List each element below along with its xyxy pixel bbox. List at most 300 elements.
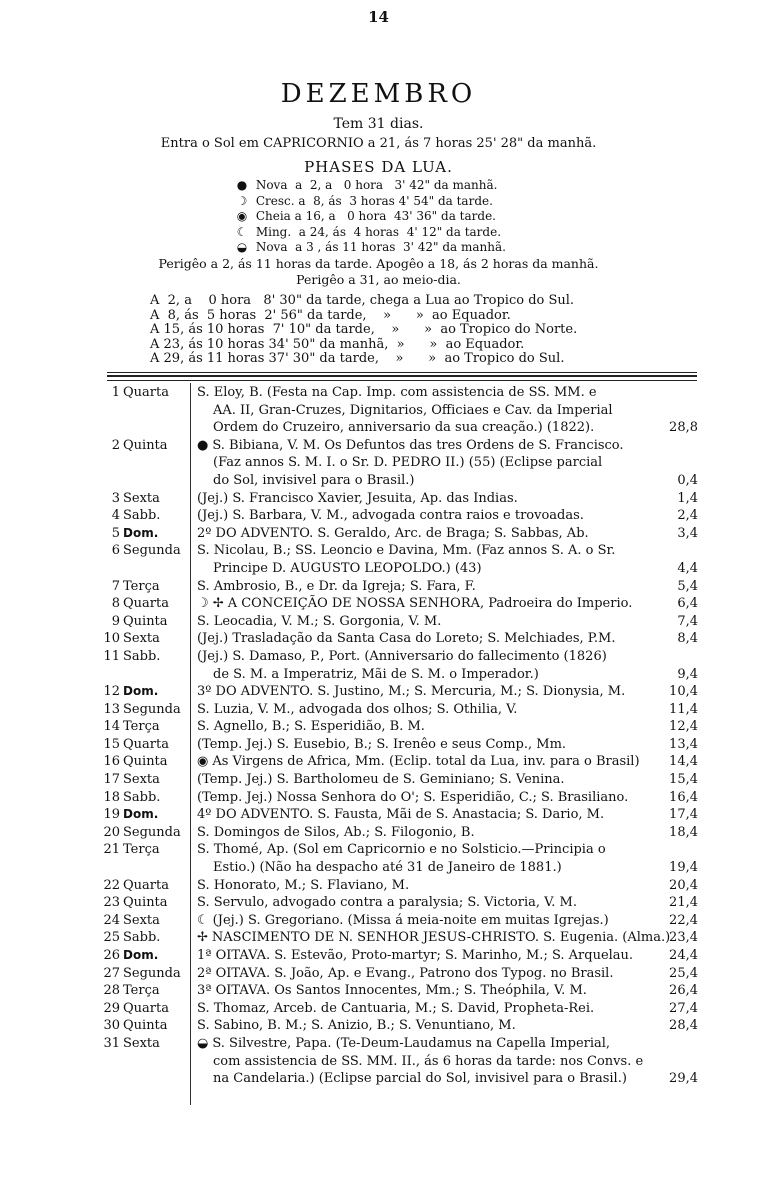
entry-line	[100, 1053, 698, 1071]
entry-text	[197, 824, 677, 842]
calendar-entry	[100, 578, 698, 596]
new-moon-icon: ●	[236, 178, 248, 192]
entry-line-text: com assistencia de SS. MM. II., ás 6 horas da tarde: nos Convs. e	[213, 1053, 644, 1069]
calendar-entry	[100, 595, 698, 613]
entry-line-text: S. Leocadia, V. M.; S. Gorgonia, V. M.	[197, 613, 442, 629]
entry-text	[213, 859, 693, 877]
entry-text	[197, 595, 677, 613]
calendar-entry	[100, 525, 698, 543]
entry-line	[100, 736, 698, 754]
phases-title: PHASES DA LUA.	[304, 158, 453, 176]
perigee-line: Perigêo a 2, ás 11 horas da tarde. Apogêo a 18, ás 2 horas da manhã.	[158, 256, 599, 271]
weekday: Terça	[123, 578, 160, 594]
phase-row	[232, 209, 506, 225]
entry-line	[100, 965, 698, 983]
weekday: Quarta	[123, 1000, 169, 1016]
moon-age-value: 21,4	[669, 895, 698, 911]
day-label	[100, 437, 185, 455]
weekday: Dom.	[123, 807, 159, 822]
entry-text	[197, 806, 677, 824]
weekday: Quinta	[123, 754, 168, 770]
moon-age-value: 13,4	[669, 736, 698, 752]
moon-age-value: 4,4	[677, 560, 698, 576]
entry-line	[100, 560, 698, 578]
entry-line	[100, 666, 698, 684]
entry-line	[100, 419, 698, 437]
entry-line	[100, 824, 698, 842]
divider	[107, 380, 697, 381]
entry-line-text: S. Domingos de Silos, Ab.; S. Filogonio, B.	[197, 824, 475, 840]
day-number: 20	[103, 824, 120, 840]
entry-line	[100, 384, 698, 402]
entry-line-text: (Jej.) S. Barbara, V. M., advogada contra raios e trovoadas.	[197, 508, 584, 524]
day-label	[100, 718, 185, 736]
calendar-entry	[100, 542, 698, 577]
calendar-entry	[100, 877, 698, 895]
day-number: 6	[111, 543, 120, 559]
day-number: 29	[103, 1000, 120, 1016]
entry-text	[197, 683, 677, 701]
entry-line	[100, 1000, 698, 1018]
entry-line-text: 2º DO ADVENTO. S. Geraldo, Arc. de Braga; S. Sabbas, Ab.	[197, 525, 589, 541]
entry-line	[100, 613, 698, 631]
entry-line-text: (Jej.) Trasladação da Santa Casa do Loreto; S. Melchiades, P.M.	[197, 631, 616, 647]
moon-age-value: 1,4	[677, 490, 698, 506]
sun-entry: Entra o Sol em CAPRICORNIO a 21, ás 7 horas 25' 28" da manhã.	[160, 136, 597, 151]
day-number: 18	[103, 789, 120, 805]
entry-text	[197, 578, 677, 596]
entry-text	[197, 1000, 677, 1018]
phase-row	[232, 178, 506, 194]
moon-age-value: 14,4	[669, 754, 698, 770]
weekday: Sexta	[123, 772, 160, 788]
weekday: Segunda	[123, 965, 181, 981]
entry-text	[197, 894, 677, 912]
entry-text	[213, 666, 693, 684]
entry-line	[100, 789, 698, 807]
weekday: Quarta	[123, 877, 169, 893]
phase-text: Cheia a 16, a 0 hora 43' 36" da tarde.	[255, 209, 496, 223]
entry-line	[100, 437, 698, 455]
day-label	[100, 824, 185, 842]
entry-line-text: AA. II, Gran-Cruzes, Dignitarios, Officiaes e Cav. da Imperial	[213, 402, 613, 418]
moon-age-value: 27,4	[669, 1000, 698, 1016]
entry-line	[100, 454, 698, 472]
moon-age-value: 2,4	[677, 508, 698, 524]
month-title: DEZEMBRO	[280, 79, 477, 109]
day-number: 19	[103, 807, 120, 823]
divider	[107, 372, 697, 373]
entry-text	[197, 753, 677, 771]
calendar-entry	[100, 753, 698, 771]
entry-line	[100, 595, 698, 613]
tropic-row: A 15, ás 10 horas 7' 10" da tarde, » » ao Tropico do Norte.	[150, 322, 578, 338]
calendar-entry	[100, 437, 698, 490]
entry-text	[197, 1017, 677, 1035]
calendar-entry	[100, 736, 698, 754]
day-label	[100, 595, 185, 613]
entry-line	[100, 718, 698, 736]
entry-text	[213, 1070, 693, 1088]
calendar-entry	[100, 490, 698, 508]
entry-line	[100, 1035, 698, 1053]
entry-line	[100, 402, 698, 420]
moon-age-value: 5,4	[677, 578, 698, 594]
calendar-entry	[100, 701, 698, 719]
phase-text: Ming. a 24, ás 4 horas 4' 12" da tarde.	[255, 224, 502, 239]
entry-line-text: (Jej.) S. Damaso, P., Port. (Anniversario do fallecimento (1826)	[197, 648, 607, 664]
weekday: Quarta	[123, 736, 169, 752]
day-label	[100, 1017, 185, 1035]
day-label	[100, 912, 185, 930]
entry-line	[100, 771, 698, 789]
entry-line	[100, 507, 698, 525]
tropic-row: A 8, ás 5 horas 2' 56" da tarde, » » ao Equador.	[150, 307, 511, 323]
day-label	[100, 1035, 185, 1053]
entry-line-text: 4º DO ADVENTO. S. Fausta, Mãi de S. Anastacia; S. Dario, M.	[197, 807, 605, 823]
weekday: Terça	[123, 719, 160, 735]
day-number: 3	[111, 490, 120, 506]
calendar-entry	[100, 771, 698, 789]
day-label	[100, 630, 185, 648]
moon-age-value: 10,4	[669, 684, 698, 700]
day-label	[100, 701, 185, 719]
phase-text: Cresc. a 8, ás 3 horas 4' 54" da tarde.	[255, 193, 493, 208]
day-label	[100, 789, 185, 807]
moon-age-value: 28,8	[669, 420, 698, 436]
weekday: Segunda	[123, 701, 181, 717]
entry-text	[197, 437, 677, 455]
calendar-entry	[100, 947, 698, 965]
calendar-entry	[100, 806, 698, 824]
day-label	[100, 947, 185, 965]
entry-line-text: do Sol, invisivel para o Brasil.)	[213, 472, 415, 488]
full-moon-icon: ◉	[197, 754, 209, 770]
entry-line-text: S. Sabino, B. M.; S. Anizio, B.; S. Venuntiano, M.	[197, 1018, 516, 1034]
entry-line-text: (Temp. Jej.) S. Bartholomeu de S. Geminiano; S. Venina.	[197, 772, 565, 788]
calendar-entry	[100, 894, 698, 912]
entry-line-text: A CONCEIÇÃO DE NOSSA SENHORA, Padroeira do Imperio.	[227, 596, 633, 612]
entry-text	[197, 736, 677, 754]
day-number: 5	[111, 525, 120, 541]
entry-line-text: S. Silvestre, Papa. (Te-Deum-Laudamus na Capella Imperial,	[212, 1035, 611, 1051]
weekday: Quinta	[123, 1018, 168, 1034]
entry-line	[100, 894, 698, 912]
entry-line	[100, 841, 698, 859]
cross-icon: ✢	[197, 930, 208, 946]
entry-line	[100, 525, 698, 543]
day-number: 4	[111, 508, 120, 524]
weekday: Terça	[123, 842, 160, 858]
day-label	[100, 753, 185, 771]
calendar-entry	[100, 613, 698, 631]
entry-line-text: 3º DO ADVENTO. S. Justino, M.; S. Mercuria, M.; S. Dionysia, M.	[197, 684, 626, 700]
day-number: 2	[111, 437, 120, 453]
entry-line	[100, 1017, 698, 1035]
calendar-entry	[100, 929, 698, 947]
day-number: 16	[103, 754, 120, 770]
moon-age-value: 28,4	[669, 1018, 698, 1034]
day-number: 1	[111, 385, 120, 400]
weekday: Quinta	[123, 437, 168, 453]
divider	[107, 375, 697, 377]
day-number: 21	[103, 842, 120, 858]
entry-line	[100, 542, 698, 560]
entry-text	[197, 1035, 677, 1053]
moon-age-value: 19,4	[669, 860, 698, 876]
page-number: 14	[368, 8, 389, 26]
tropic-row: A 29, ás 11 horas 37' 30" da tarde, » » ao Tropico do Sul.	[150, 351, 565, 367]
day-number: 28	[103, 983, 120, 999]
day-label	[100, 894, 185, 912]
weekday: Quinta	[123, 895, 168, 911]
entry-line-text: 2ª OITAVA. S. João, Ap. e Evang., Patrono dos Typog. no Brasil.	[197, 965, 614, 981]
day-label	[100, 384, 185, 402]
phase-text: Nova a 3 , ás 11 horas 3' 42" da manhã.	[255, 240, 506, 254]
entry-text	[213, 472, 693, 490]
entry-line-text: (Temp. Jej.) S. Eusebio, B.; S. Irenêo e seus Comp., Mm.	[197, 736, 567, 752]
moon-age-value: 24,4	[669, 948, 698, 963]
entry-line-text: S. Agnello, B.; S. Esperidião, B. M.	[197, 719, 425, 735]
moon-age-value: 23,4	[669, 930, 698, 946]
weekday: Dom.	[123, 948, 159, 962]
phase-row	[232, 225, 506, 241]
day-number: 17	[103, 772, 120, 788]
new-moon-2-icon: ◒	[236, 240, 248, 254]
day-label	[100, 929, 185, 947]
day-number: 7	[111, 578, 120, 594]
phase-row	[232, 240, 506, 256]
day-label	[100, 525, 185, 543]
calendar-entry	[100, 965, 698, 983]
entry-line-text: (Jej.) S. Gregoriano. (Missa á meia-noite em muitas Igrejas.)	[212, 912, 609, 928]
calendar-entry	[100, 824, 698, 842]
entry-text	[197, 507, 677, 525]
weekday: Segunda	[123, 824, 181, 840]
entry-line	[100, 929, 698, 947]
day-number: 22	[103, 877, 120, 893]
entry-line	[100, 947, 698, 965]
entry-line-text: Ordem do Cruzeiro, anniversario da sua creação.) (1822).	[213, 420, 595, 436]
weekday: Sexta	[123, 631, 160, 647]
day-number: 13	[103, 701, 120, 717]
calendar-entry	[100, 384, 698, 437]
moon-phases	[232, 178, 506, 256]
calendar-entry	[100, 789, 698, 807]
day-label	[100, 736, 185, 754]
entry-line	[100, 753, 698, 771]
day-number: 12	[103, 684, 120, 700]
new-moon-icon: ◒	[197, 1035, 209, 1051]
entry-text	[197, 947, 677, 965]
day-number: 24	[103, 912, 120, 928]
moon-age-value: 25,4	[669, 965, 698, 981]
entry-line-text: As Virgens de Africa, Mm. (Eclip. total da Lua, inv. para o Brasil)	[212, 754, 640, 770]
day-number: 10	[103, 631, 120, 647]
entry-line-text: S. Servulo, advogado contra a paralysia; S. Victoria, V. M.	[197, 895, 577, 911]
entry-line	[100, 877, 698, 895]
entry-text	[197, 982, 677, 1000]
day-number: 30	[103, 1018, 120, 1034]
perigee-info	[0, 256, 757, 288]
moon-age-value: 15,4	[669, 772, 698, 788]
tropic-row: A 23, ás 10 horas 34' 50" da manhã, » » ao Equador.	[150, 336, 525, 352]
day-label	[100, 648, 185, 666]
entry-line-text: 3ª OITAVA. Os Santos Innocentes, Mm.; S. Theóphila, V. M.	[197, 983, 587, 999]
calendar-entry	[100, 718, 698, 736]
perigee-line: Perigêo a 31, ao meio-dia.	[296, 272, 461, 287]
moon-age-value: 3,4	[677, 525, 698, 541]
entry-line-text: na Candelaria.) (Eclipse parcial do Sol, invisivel para o Brasil.)	[213, 1071, 627, 1087]
entry-text	[197, 648, 677, 666]
entry-text	[213, 1053, 693, 1071]
weekday: Sabb.	[123, 789, 161, 805]
entry-text	[213, 560, 693, 578]
day-number: 25	[103, 930, 120, 946]
day-label	[100, 877, 185, 895]
phase-text: Nova a 2, a 0 hora 3' 42" da manhã.	[255, 178, 498, 192]
weekday: Sexta	[123, 490, 160, 506]
entry-line	[100, 490, 698, 508]
entry-text	[213, 454, 693, 472]
entry-text	[197, 718, 677, 736]
weekday: Sexta	[123, 912, 160, 928]
weekday: Sabb.	[123, 508, 161, 524]
entry-text	[197, 630, 677, 648]
entry-line-text: S. Eloy, B. (Festa na Cap. Imp. com assistencia de SS. MM. e	[197, 385, 597, 400]
entry-line-text: S. Thomé, Ap. (Sol em Capricornio e no Solsticio.—Principia o	[197, 842, 606, 858]
entry-text	[197, 789, 677, 807]
day-label	[100, 806, 185, 824]
moon-age-value: 9,4	[677, 666, 698, 682]
entry-text	[197, 771, 677, 789]
weekday: Sexta	[123, 1035, 160, 1051]
entry-line-text: (Faz annos S. M. I. o Sr. D. PEDRO II.) (55) (Eclipse parcial	[213, 455, 603, 471]
moon-age-value: 12,4	[669, 719, 698, 735]
day-label	[100, 841, 185, 859]
entry-text	[197, 490, 677, 508]
moon-age-value: 16,4	[669, 789, 698, 805]
first-quarter-icon: ☽	[236, 193, 248, 208]
day-label	[100, 982, 185, 1000]
entry-text	[197, 542, 677, 560]
tropic-row: A 2, a 0 hora 8' 30" da tarde, chega a Lua ao Tropico do Sul.	[150, 293, 575, 308]
entry-line	[100, 472, 698, 490]
entry-line	[100, 578, 698, 596]
weekday: Dom.	[123, 684, 159, 699]
weekday: Sabb.	[123, 648, 161, 664]
day-label	[100, 507, 185, 525]
day-label	[100, 1000, 185, 1018]
moon-age-value: 8,4	[677, 631, 698, 647]
entry-line	[100, 1070, 698, 1088]
moon-age-value: 29,4	[669, 1071, 698, 1087]
entry-line	[100, 982, 698, 1000]
entry-line	[100, 859, 698, 877]
calendar-entry	[100, 982, 698, 1000]
day-number: 31	[103, 1035, 120, 1051]
weekday: Quarta	[123, 596, 169, 612]
entry-text	[197, 877, 677, 895]
tropics-table	[150, 294, 577, 367]
entry-text	[197, 384, 677, 402]
day-number: 8	[111, 596, 120, 612]
full-moon-icon: ◉	[236, 209, 248, 223]
weekday: Quinta	[123, 613, 168, 629]
moon-age-value: 17,4	[669, 807, 698, 823]
moon-age-value: 20,4	[669, 877, 698, 893]
calendar-entry	[100, 1000, 698, 1018]
entry-text	[197, 929, 677, 947]
moon-age-value: 22,4	[669, 912, 698, 928]
moon-age-value: 11,4	[669, 701, 698, 717]
entry-line	[100, 912, 698, 930]
day-label	[100, 965, 185, 983]
entry-line-text: NASCIMENTO DE N. SENHOR JESUS-CHRISTO. S. Eugenia. (Alma.)	[211, 930, 671, 946]
entry-line	[100, 683, 698, 701]
entry-text	[197, 841, 677, 859]
day-number: 11	[103, 648, 120, 664]
day-label	[100, 683, 185, 701]
weekday: Dom.	[123, 525, 159, 540]
entry-line-text: S. Bibiana, V. M. Os Defuntos das tres Ordens de S. Francisco.	[212, 437, 624, 453]
entry-line-text: S. Thomaz, Arceb. de Cantuaria, M.; S. David, Propheta-Rei.	[197, 1000, 595, 1016]
phase-row	[232, 194, 506, 210]
entry-line	[100, 806, 698, 824]
entry-text	[197, 613, 677, 631]
entry-line-text: (Temp. Jej.) Nossa Senhora do O'; S. Esperidião, C.; S. Brasiliano.	[197, 789, 629, 805]
entry-text	[197, 701, 677, 719]
day-label	[100, 578, 185, 596]
calendar-entry	[100, 841, 698, 876]
day-number: 26	[103, 948, 120, 963]
entry-line	[100, 630, 698, 648]
entry-line-text: S. Nicolau, B.; SS. Leoncio e Davina, Mm. (Faz annos S. A. o Sr.	[197, 543, 616, 559]
moon-age-value: 18,4	[669, 824, 698, 840]
entry-line-text: Principe D. AUGUSTO LEOPOLDO.) (43)	[213, 560, 482, 576]
moon-age-value: 7,4	[677, 613, 698, 629]
day-number: 14	[103, 719, 120, 735]
entry-line	[100, 648, 698, 666]
weekday: Sabb.	[123, 930, 161, 946]
moon-age-value: 6,4	[677, 596, 698, 612]
weekday: Quarta	[123, 385, 169, 400]
calendar-list	[100, 384, 698, 1088]
weekday: Segunda	[123, 543, 181, 559]
entry-line-text: Estio.) (Não ha despacho até 31 de Janeiro de 1881.)	[213, 860, 562, 876]
last-quarter-icon: ☾	[197, 912, 209, 928]
calendar-entry	[100, 507, 698, 525]
entry-line-text: S. Luzia, V. M., advogada dos olhos; S. Othilia, V.	[197, 701, 518, 717]
new-moon-icon: ●	[197, 437, 209, 453]
day-label	[100, 490, 185, 508]
calendar-entry	[100, 683, 698, 701]
entry-text	[213, 419, 693, 437]
entry-text	[197, 965, 677, 983]
entry-line-text: de S. M. a Imperatriz, Mãi de S. M. o Imperador.)	[213, 666, 539, 682]
entry-text	[197, 525, 677, 543]
first-quarter-icon: ☽ ✢	[197, 596, 224, 612]
moon-age-value: 0,4	[677, 472, 698, 488]
entry-line-text: S. Honorato, M.; S. Flaviano, M.	[197, 877, 410, 893]
calendar-entry	[100, 1035, 698, 1088]
calendar-entry	[100, 1017, 698, 1035]
moon-age-value: 26,4	[669, 983, 698, 999]
calendar-entry	[100, 630, 698, 648]
calendar-entry	[100, 912, 698, 930]
day-label	[100, 542, 185, 560]
day-number: 23	[103, 895, 120, 911]
